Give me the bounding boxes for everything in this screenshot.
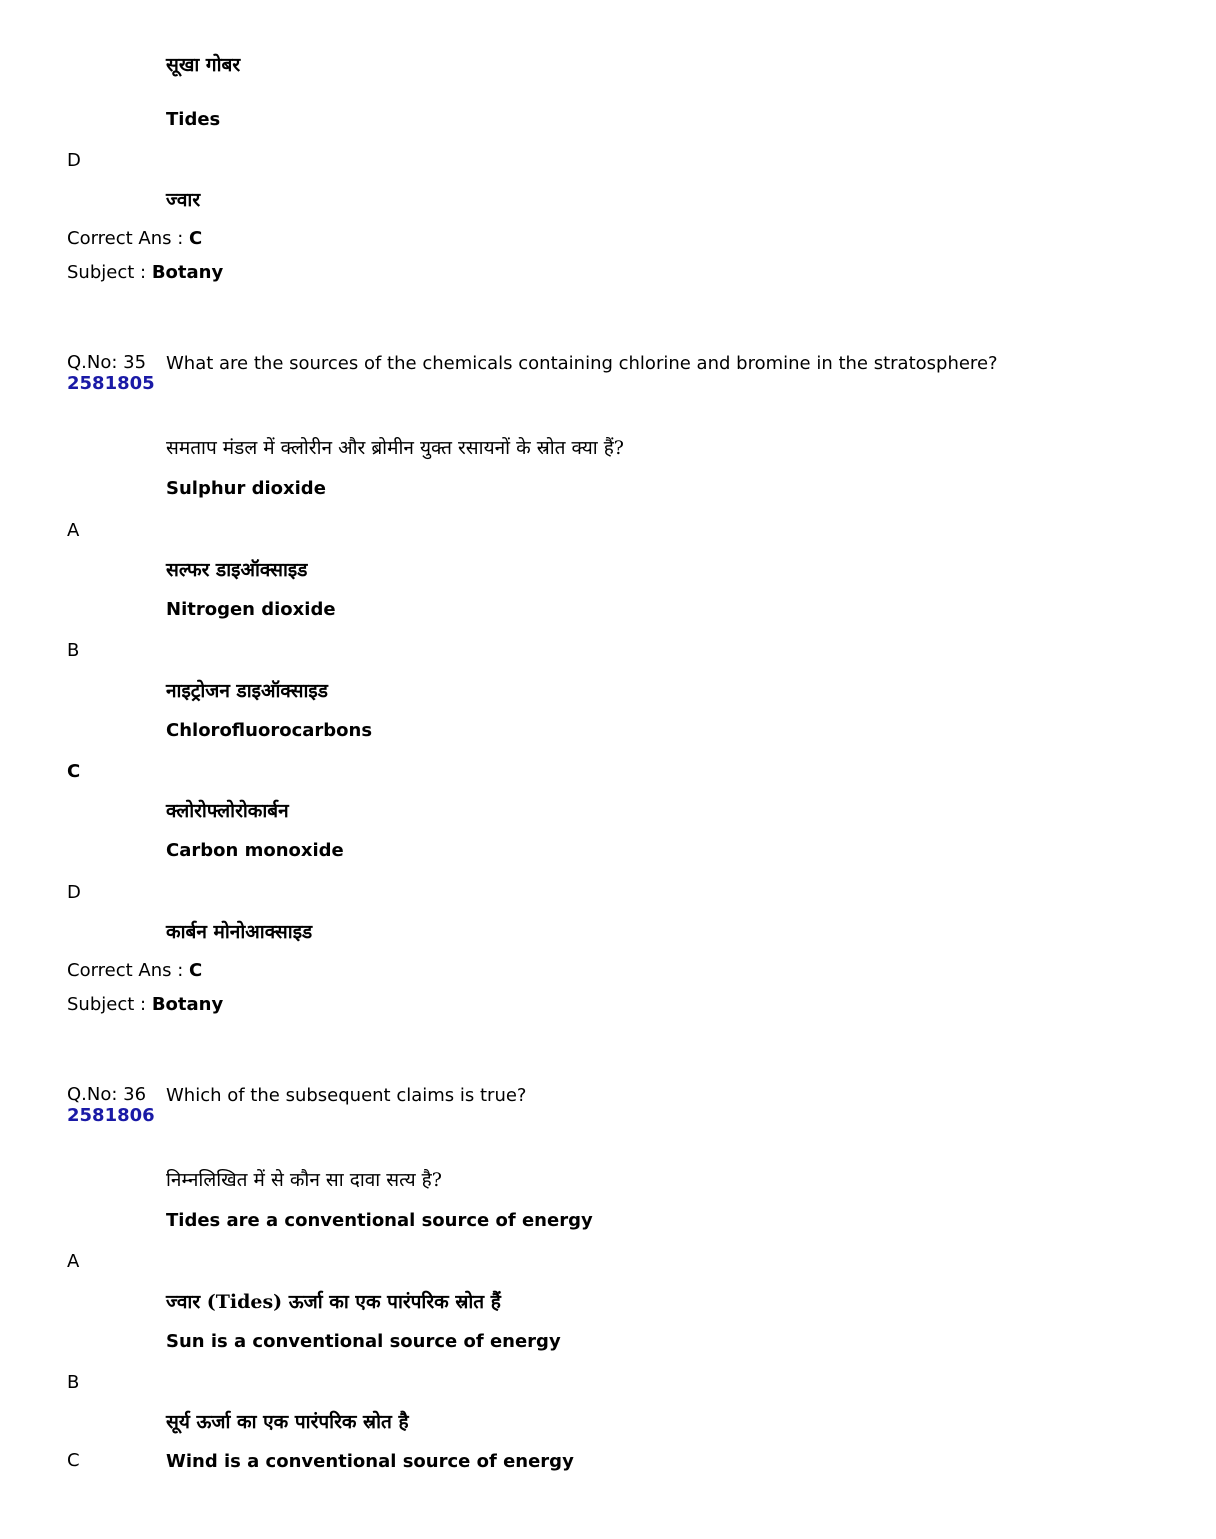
subject-line: [67, 262, 223, 284]
question-id: 2581805: [67, 373, 155, 394]
option-c-letter: C: [67, 1450, 80, 1471]
option-a-hindi: सल्फर डाइऑक्साइड: [166, 559, 308, 581]
question-number: Q.No: 35: [67, 352, 147, 373]
correct-answer-line: [67, 960, 202, 982]
subject-value: Botany: [151, 994, 224, 1015]
subject-label: Subject :: [67, 994, 147, 1015]
subject-value: Botany: [151, 262, 224, 283]
question-number: Q.No: 36: [67, 1084, 147, 1105]
subject-label: Subject :: [67, 262, 147, 283]
subject-line: [67, 994, 223, 1016]
correct-answer-value: C: [189, 960, 203, 981]
option-b-letter: B: [67, 1372, 80, 1393]
question-text-hindi: निम्नलिखित में से कौन सा दावा सत्य है?: [166, 1169, 442, 1191]
option-b-hindi: नाइट्रोजन डाइऑक्साइड: [166, 680, 328, 702]
question-text-hindi: समताप मंडल में क्लोरीन और ब्रोमीन युक्त रसायनों के स्रोत क्या हैं?: [166, 437, 624, 459]
option-c-hindi: क्लोरोफ्लोरोकार्बन: [166, 800, 289, 822]
correct-answer-label: Correct Ans :: [67, 960, 184, 981]
correct-answer-line: [67, 228, 202, 250]
correct-answer-value: C: [189, 228, 203, 249]
option-d-letter: D: [67, 882, 81, 903]
option-d-english: Tides: [166, 109, 221, 130]
option-a-letter: A: [67, 520, 80, 541]
correct-answer-label: Correct Ans :: [67, 228, 184, 249]
option-a-letter: A: [67, 1251, 80, 1272]
option-b-english: Nitrogen dioxide: [166, 599, 336, 620]
option-d-english: Carbon monoxide: [166, 840, 344, 861]
question-id: 2581806: [67, 1105, 155, 1126]
question-text-english: What are the sources of the chemicals containing chlorine and bromine in the stratosphere?: [166, 353, 998, 374]
option-a-hindi: ज्वार (Tides) ऊर्जा का एक पारंपरिक स्रोत हैं: [166, 1291, 501, 1313]
option-c-english: Wind is a conventional source of energy: [166, 1451, 574, 1472]
option-a-english: Sulphur dioxide: [166, 478, 326, 499]
option-d-hindi: ज्वार: [166, 189, 201, 211]
option-c-english: Chlorofluorocarbons: [166, 720, 373, 741]
option-b-english: Sun is a conventional source of energy: [166, 1331, 561, 1352]
option-c-letter: C: [67, 761, 81, 782]
option-a-english: Tides are a conventional source of energy: [166, 1210, 593, 1231]
option-d-letter: D: [67, 150, 81, 171]
option-b-hindi: सूर्य ऊर्जा का एक पारंपरिक स्रोत है: [166, 1411, 409, 1433]
option-b-letter: B: [67, 640, 80, 661]
option-c-hindi: सूखा गोबर: [166, 54, 241, 76]
question-text-english: Which of the subsequent claims is true?: [166, 1085, 527, 1106]
option-d-hindi: कार्बन मोनोआक्साइड: [166, 921, 313, 943]
